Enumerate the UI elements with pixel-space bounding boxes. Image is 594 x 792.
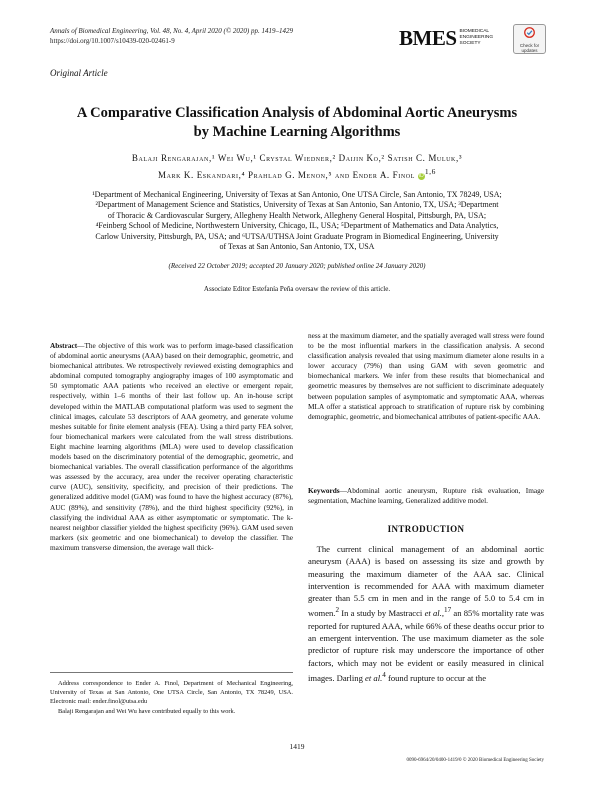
citation-link[interactable]: 4 (382, 670, 386, 679)
doi-link[interactable]: https://doi.org/10.1007/s10439-020-02461-9 (50, 37, 175, 45)
bmes-logo (399, 26, 493, 50)
article-type: Original Article (50, 68, 108, 78)
check-for-updates-label (514, 43, 545, 53)
intro-text: The current clinical management of an abdominal aortic aneurysm (AAA) is based on assessing its size and growth by measuring the maximum diameter of the AAA sac. Clinical intervention is recommended for AAA with maximum diameter greater than 5.5 cm in men and in the range of 5.0 to 5.4 cm in women. (308, 544, 544, 619)
author-list (40, 151, 554, 182)
abstract-continued: ness at the maximum diameter, and the spatially averaged wall stress were found to be the most influential markers in the classification analysis. A second classification analysis revealed that using maximum diameter alone results in a lower accuracy (79%) than using GAM with seven geometric and biomechanical markers. We infer from these results that biomechanical and geometric measures by themselves are not sufficient to discriminate adequately between population samples of asymptomatic and symptomatic AAA, whereas MLA offer a statistical approach to stratification of rupture risk by combining demographic, geometric, and biomechanical attributes of patient-specific AAA. (308, 331, 544, 421)
check-for-updates-button[interactable] (513, 24, 546, 54)
abstract (50, 341, 293, 553)
introduction-text: The current clinical management of an abdominal aortic aneurysm (AAA) is based on assessing its size and growth by measuring the maximum diameter of the AAA sac. Clinical intervention is recommended for AAA with maximum diameter greater than 5.5 cm in men and in the range of 5.0 to 5.4 cm in women.$^2$ In a study by Mastracci et al.,$^{17}$ an 85% mortality rate was reported for ruptured AAA, while 66% of these deaths occur prior to an emergent intervention. The use maximum diameter as the sole predictor of rupture risk may underscore the importance of other factors, which may not be evident or easily measured in clinical images. Darling et al.$^4$ found rupture to occur at the (308, 544, 544, 683)
author-line-text: Mark K. Eskandari,⁴ Prahlad G. Menon,⁵ and Ender A. Finol (157, 170, 415, 180)
affiliation-line: ²Department of Management Science and Statistics, University of Texas at San Antonio, San Antonio, TX, USA; ³Department (95, 200, 499, 210)
title-line: by Machine Learning Algorithms (193, 124, 401, 140)
author-affiliation-marker: 1,6 (424, 167, 437, 176)
check-for-updates-line: updates (521, 48, 538, 53)
footnote (50, 679, 293, 716)
abstract-text: —The objective of this work was to perform image-based classification of abdominal aortic aneurysms (AAA) based on their demographic, geometric, and biomechanical attributes. We retrospectively reviewed existing demographics and abdominal computed tomography angiography images of 100 asymptomatic and 50 symptomatic AAA patients who received an elective or emergent repair, respectively, within 1–6 months of their last follow up. An in-house script developed within the MATLAB computational platform was used to segment the clinical images, calculate 53 descriptors of AAA geometry, and generate volume meshes suitable for finite element analysis (FEA). Using a third party FEA solver, four biomechanical markers were calculated from the wall stress distributions. Eight machine learning algorithms (MLA) were used to develop classification models based on the discriminatory potential of the demographic, geometric, and biomechanical variables. The overall classification performance of the algorithms was assessed by the accuracy, area under the receiver operating characteristic curve (AUC), sensitivity, specificity, and precision of their predictions. The generalized additive model (GAM) was found to have the highest accuracy (87%), AUC (89%), and sensitivity (78%), and the third highest specificity (92%), in classifying the individual AAA as either asymptomatic or symptomatic. The k-nearest neighbor classifier yielded the highest specificity (96%). GAM used seven markers (six geometric and one biomechanical) to develop the classifier. The maximum transverse dimension, the average wall thick- (50, 341, 293, 552)
journal-citation: Annals of Biomedical Engineering, Vol. 48, No. 4, April 2020 (© 2020) pp. 1419–1429 (50, 27, 293, 35)
orcid-icon[interactable]: iD (418, 173, 424, 179)
keywords (308, 486, 544, 506)
affiliation-line: Carlow University, Pittsburgh, PA, USA; and ⁶UTSA/UTHSA Joint Graduate Program in Biomedical Engineering, University (95, 231, 499, 241)
author-line (40, 165, 554, 182)
bmes-logo-subtitle (460, 29, 494, 47)
affiliation-line: ¹Department of Mechanical Engineering, University of Texas at San Antonio, One UTSA Circle, San Antonio, TX 78249, USA; (92, 190, 502, 199)
title-line: A Comparative Classification Analysis of Abdominal Aortic Aneurysms (76, 105, 518, 121)
affiliations (50, 190, 544, 252)
affiliation-line: of Thoracic & Cardiovascular Surgery, Allegheny Health Network, Allegheny General Hospital, Pittsburgh, PA, USA; (107, 210, 487, 220)
check-for-updates-icon (524, 27, 535, 38)
intro-text-italic: et al. (365, 672, 383, 683)
intro-text: found rupture to occur at the (385, 672, 487, 683)
abstract-label: Abstract (50, 341, 78, 350)
page-number: 1419 (289, 742, 305, 751)
publication-dates: (Received 22 October 2019; accepted 20 January 2020; published online 24 January 2020) (168, 262, 426, 270)
article-title (40, 104, 554, 142)
copyright-line: 0090-6964/20/0400-1419/0 © 2020 Biomedical Engineering Society (406, 758, 544, 763)
check-for-updates-line: Check for (519, 43, 540, 48)
affiliation-line: ⁴Feinberg School of Medicine, Northwestern University, Chicago, IL, USA; ⁵Department of Mathematics and Data Analytics, (95, 221, 499, 231)
intro-text: an 85% mortality rate was reported for ruptured AAA, while 66% of these deaths occur prior to an emergent intervention. The use maximum diameter as the sole predictor of rupture risk may underscore the importance of other factors, which may not be evident or easily measured in clinical images. Darling (308, 608, 544, 683)
contribution-note: Balaji Rengarajan and Wei Wu have contributed equally to this work. (58, 707, 236, 715)
footnote-divider (50, 672, 293, 673)
citation-link[interactable]: 2 (335, 606, 340, 615)
introduction-heading: INTRODUCTION (387, 524, 465, 534)
editor-note: Associate Editor Estefanía Peña oversaw the review of this article. (203, 285, 391, 293)
affiliation-line: of Texas at San Antonio, San Antonio, TX, USA (219, 242, 375, 252)
keywords-label: Keywords (308, 486, 340, 495)
bmes-logo-line: BIOMEDICAL (459, 29, 490, 34)
intro-text: In a study by Mastracci (339, 608, 425, 619)
keywords-text: —Abdominal aortic aneurysm, Rupture risk evaluation, Image segmentation, Machine learning, Generalized additive model. (308, 486, 544, 506)
bmes-logo-word: BMES (399, 25, 457, 50)
bmes-logo-line: SOCIETY (459, 41, 481, 46)
citation-link[interactable]: 17 (444, 606, 452, 615)
author-line: Balaji Rengarajan,¹ Wei Wu,¹ Crystal Wiedner,² Daijin Ko,² Satish C. Muluk,³ (131, 153, 463, 163)
intro-text-italic: et al. (424, 608, 442, 619)
bmes-logo-line: ENGINEERING (459, 35, 494, 40)
journal-header (50, 26, 293, 46)
correspondence-note: Address correspondence to Ender A. Finol, Department of Mechanical Engineering, University of Texas at San Antonio, One UTSA Circle, San Antonio, TX 78249, USA. Electronic mail: ender.finol@utsa.edu (50, 680, 293, 706)
